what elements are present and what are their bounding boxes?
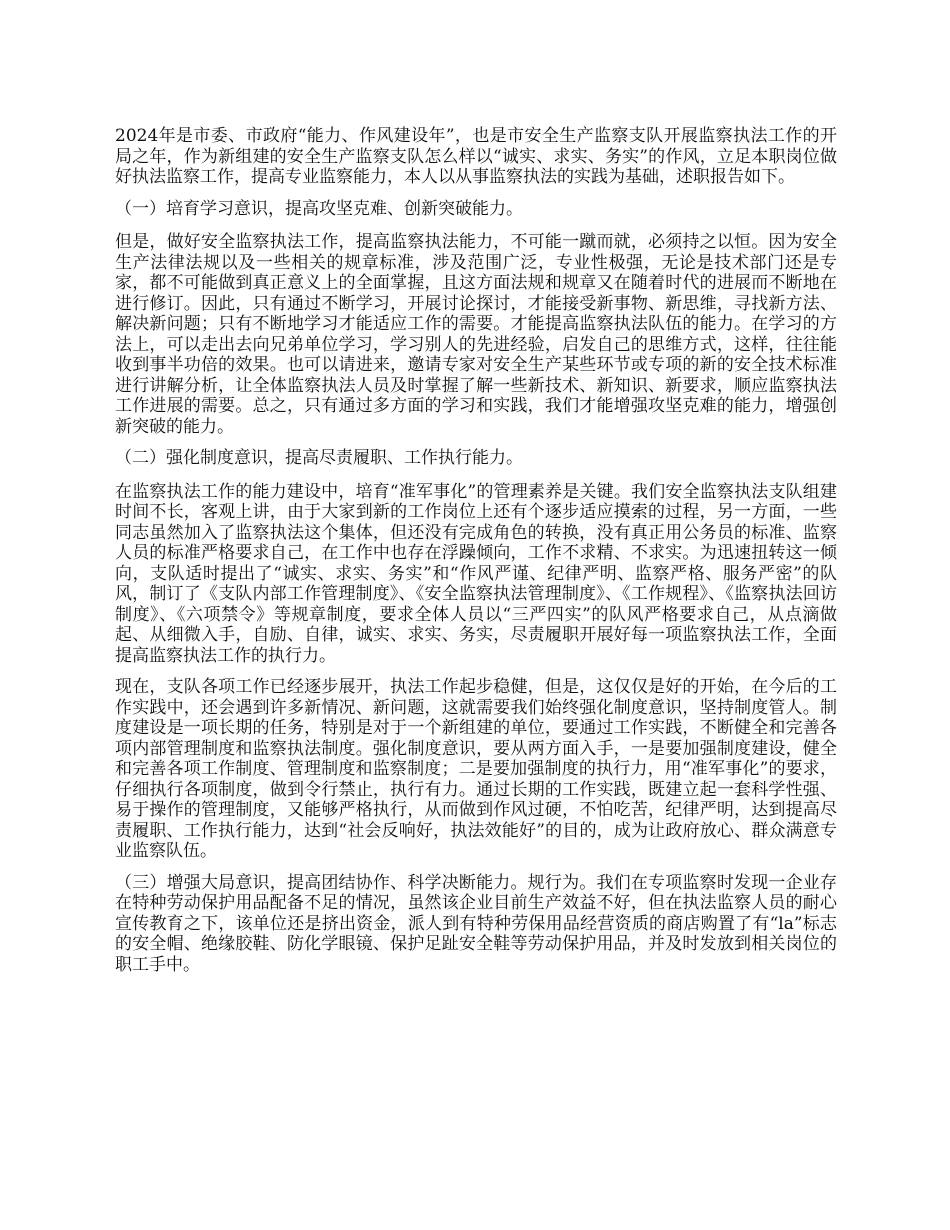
section-1-paragraph: 但是，做好安全监察执法工作，提高监察执法能力，不可能一蹴而就，必须持之以恒。因为安全生产法律法规以及一些相关的规章标准，涉及范围广泛，专业性极强，无论是技术部门还是专家，都不可能做到真正意义上的全面掌握，且这方面法规和规章又在随着时代的进展而不断地在进行修订。因此，只有通过不断学习，开展讨论探讨，才能接受新事物、新思维，寻找新方法、解决新问题；只有不断地学习才能适应工作的需要。才能提高监察执法队伍的能力。在学习的方法上，可以走出去向兄弟单位学习，学习别人的先进经验，启发自己的思维方式，这样，往往能收到事半功倍的效果。也可以请进来，邀请专家对安全生产某些环节或专项的新的安全技术标准进行讲解分析，让全体监察执法人员及时掌握了解一些新技术、新知识、新要求，顺应监察执法工作进展的需要。总之，只有通过多方面的学习和实践，我们才能增强攻坚克难的能力，增强创新突破的能力。 <box>115 232 837 437</box>
document-body <box>115 126 837 986</box>
intro-paragraph: 2024年是市委、市政府“能力、作风建设年”，也是市安全生产监察支队开展监察执法工作的开局之年，作为新组建的安全生产监察支队怎么样以“诚实、求实、务实”的作风，立足本职岗位做好执法监察工作，提高专业监察能力，本人以从事监察执法的实践为基础，述职报告如下。 <box>115 126 837 187</box>
section-2-paragraph-1: 在监察执法工作的能力建设中，培育“准军事化”的管理素养是关键。我们安全监察执法支队组建时间不长，客观上讲，由于大家到新的工作岗位上还有个逐步适应摸索的过程，另一方面，一些同志虽然加入了监察执法这个集体，但还没有完成角色的转换，没有真正用公务员的标准、监察人员的标准严格要求自己，在工作中也存在浮躁倾向，工作不求精、不求实。为迅速扭转这一倾向，支队适时提出了“诚实、求实、务实”和“作风严谨、纪律严明、监察严格、服务严密”的队风，制订了《支队内部工作管理制度》、《安全监察执法管理制度》、《工作规程》、《监察执法回访制度》、《六项禁令》等规章制度，要求全体人员以“三严四实”的队风严格要求自己，从点滴做起、从细微入手，自励、自律，诚实、求实、务实，尽责履职开展好每一项监察执法工作，全面提高监察执法工作的执行力。 <box>115 481 837 666</box>
section-2-paragraph-2: 现在，支队各项工作已经逐步展开，执法工作起步稳健，但是，这仅仅是好的开始，在今后的工作实践中，还会遇到许多新情况、新问题，这就需要我们始终强化制度意识，坚持制度管人。制度建设是一项长期的任务，特别是对于一个新组建的单位，要通过工作实践，不断健全和完善各项内部管理制度和监察执法制度。强化制度意识，要从两方面入手，一是要加强制度建设，健全和完善各项工作制度、管理制度和监察制度；二是要加强制度的执行力，用“准军事化”的要求，仔细执行各项制度，做到令行禁止，执行有力。通过长期的工作实践，既建立起一套科学性强、易于操作的管理制度，又能够严格执行，从而做到作风过硬，不怕吃苦，纪律严明，达到提高尽责履职、工作执行能力，达到“社会反响好，执法效能好”的目的，成为让政府放心、群众满意专业监察队伍。 <box>115 677 837 861</box>
section-3-paragraph: （三）增强大局意识，提高团结协作、科学决断能力。规行为。我们在专项监察时发现一企业存在特种劳动保护用品配备不足的情况，虽然该企业目前生产效益不好，但在执法监察人员的耐心宣传教育之下，该单位还是挤出资金，派人到有特种劳保用品经营资质的商店购置了有“la”标志的安全帽、绝缘胶鞋、防化学眼镜、保护足趾安全鞋等劳动保护用品，并及时发放到相关岗位的职工手中。 <box>115 872 837 975</box>
section-heading-2: （二）强化制度意识，提高尽责履职、工作执行能力。 <box>115 448 523 468</box>
section-heading-1: （一）培育学习意识，提高攻坚克难、创新突破能力。 <box>115 198 523 219</box>
